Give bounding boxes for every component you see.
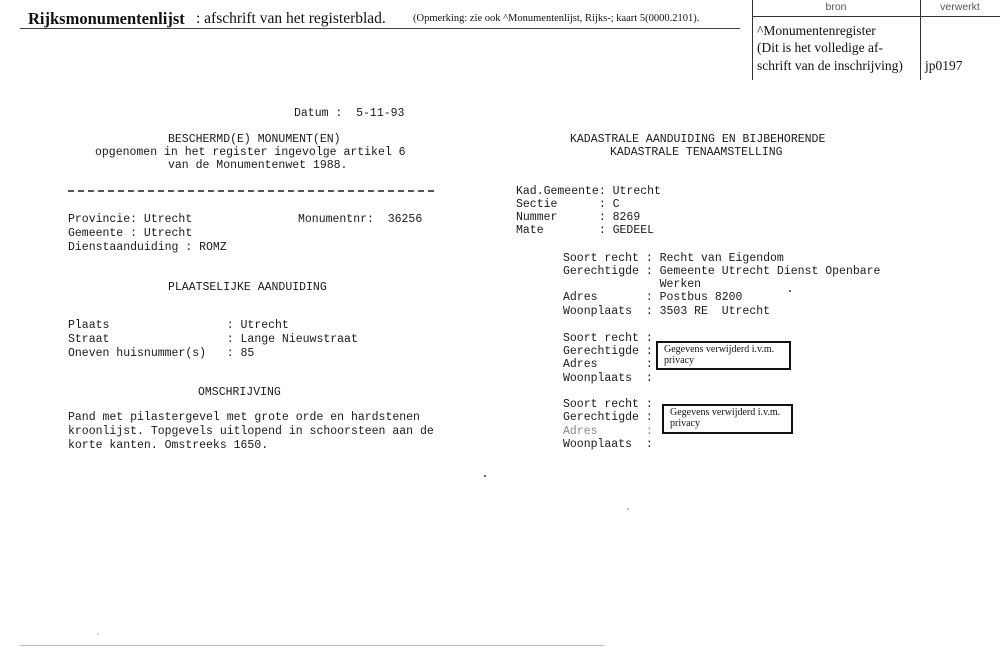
description-line: kroonlijst. Topgevels uitlopend in schoorsteen aan de (68, 425, 434, 438)
cadastral-heading-line: KADASTRALE TENAAMSTELLING (610, 146, 783, 159)
rights-label: Soort recht : (563, 332, 653, 345)
rights-row: Gerechtigde : Gemeente Utrecht Dienst Openbare (563, 265, 881, 278)
redaction-text: Gegevens verwijderd i.v.m. privacy (664, 344, 775, 366)
scan-speck (484, 475, 486, 477)
scan-speck (789, 290, 791, 292)
document-date: Datum : 5-11-93 (294, 107, 405, 120)
redaction-text: Gegevens verwijderd i.v.m. privacy (670, 407, 781, 429)
huisnummer-field: Oneven huisnummer(s) : 85 (68, 347, 255, 360)
dashed-divider (68, 190, 434, 192)
description-heading: OMSCHRIJVING (198, 386, 281, 399)
page-subtitle: : afschrift van het registerblad. (196, 10, 386, 27)
dienstaanduiding-field: Dienstaanduiding : ROMZ (68, 241, 227, 254)
mate-field: Mate : GEDEEL (516, 224, 655, 237)
straat-field: Straat : Lange Nieuwstraat (68, 333, 358, 346)
rights-label: Gerechtigde : (563, 345, 653, 358)
cadastral-heading: KADASTRALE AANDUIDING EN BIJBEHORENDE (570, 133, 826, 146)
processed-label: verwerkt (940, 1, 980, 13)
monument-heading-line: van de Monumentenwet 1988. (168, 159, 348, 172)
monumentnr-field: Monumentnr: 36256 (298, 213, 423, 226)
description-line: korte kanten. Omstreeks 1650. (68, 439, 269, 452)
source-label: bron (825, 1, 847, 13)
scan-edge-line (20, 645, 604, 646)
processed-value: jp0197 (925, 58, 963, 73)
rights-row: Soort recht : Recht van Eigendom (563, 252, 784, 265)
page-title: Rijksmonumentenlijst (28, 9, 185, 28)
rights-label: Woonplaats : (563, 372, 653, 385)
sectie-field: Sectie : C (516, 198, 620, 211)
rights-label: Adres : (563, 425, 653, 438)
rights-label: Adres : (563, 358, 653, 371)
plaats-field: Plaats : Utrecht (68, 319, 289, 332)
monument-heading: BESCHERMD(E) MONUMENT(EN) (168, 133, 341, 146)
provincie-field: Provincie: Utrecht (68, 213, 193, 226)
rights-row: Woonplaats : 3503 RE Utrecht (563, 305, 771, 318)
description-line: Pand met pilastergevel met grote orde en hardstenen (68, 411, 420, 424)
rights-label: Soort recht : (563, 398, 653, 411)
monument-heading-line: opgenomen in het register ingevolge artikel 6 (95, 146, 406, 159)
box-divider (752, 16, 1000, 17)
kad-gemeente-field: Kad.Gemeente: Utrecht (516, 185, 661, 198)
header-note: (Opmerking: zie ook ^Monumentenlijst, Rijks-; kaart 5(0000.2101). (413, 13, 700, 24)
source-line: schrift van de inschrijving) (757, 58, 903, 73)
scan-speck (97, 633, 99, 635)
nummer-field: Nummer : 8269 (516, 211, 641, 224)
gemeente-field: Gemeente : Utrecht (68, 227, 193, 240)
rights-label: Gerechtigde : (563, 411, 653, 424)
rights-label: Woonplaats : (563, 438, 653, 451)
rights-row: Werken (563, 278, 702, 291)
header-divider (20, 28, 740, 29)
source-line: ^Monumentenregister (757, 23, 876, 38)
redaction-box (656, 341, 791, 370)
location-heading: PLAATSELIJKE AANDUIDING (168, 281, 327, 294)
source-line: (Dit is het volledige af- (757, 40, 883, 55)
rights-row: Adres : Postbus 8200 (563, 291, 743, 304)
scan-speck (627, 508, 629, 510)
redaction-box (662, 404, 793, 434)
